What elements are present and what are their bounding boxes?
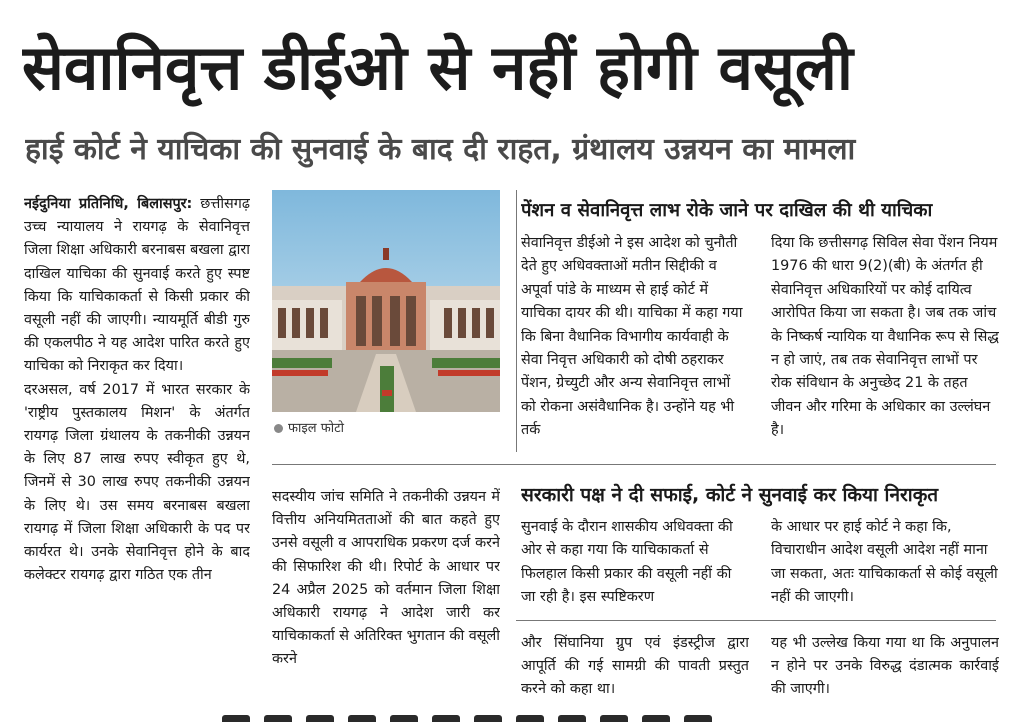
headline: सेवानिवृत्त डीईओ से नहीं होगी वसूली: [22, 31, 853, 104]
court-building-photo: [272, 190, 500, 412]
byline: नईदुनिया प्रतिनिधि, बिलासपुर:: [24, 196, 193, 212]
subheadline: हाई कोर्ट ने याचिका की सुनवाई के बाद दी राहत, ग्रंथालय उन्नयन का मामला: [25, 132, 856, 167]
next-article-cutoff: [222, 712, 742, 722]
article-paragraph-1: छत्तीसगढ़ उच्च न्यायालय ने रायगढ़ के सेवानिवृत्त जिला शिक्षा अधिकारी बरनाबस बखला द्वारा दाखिल याचिका की सुनवाई करते हुए स्पष्ट किया कि याचिकाकर्ता से किसी प्रकार की वसूली नहीं की जाएगी। न्यायमूर्ति बीडी गुरु की एकलपीठ ने यह आदेश पारित करते हुए याचिका को निराकृत कर दिया।: [24, 196, 250, 375]
article-column-1: [24, 193, 250, 705]
section-heading-2: सरकारी पक्ष ने दी सफाई, कोर्ट ने सुनवाई कर किया निराकृत: [521, 484, 939, 506]
article-paragraph-2: दरअसल, वर्ष 2017 में भारत सरकार के 'राष्ट्रीय पुस्तकालय मिशन' के अंतर्गत रायगढ़ जिला ग्रंथालय के तकनीकी उन्नयन के लिए 87 लाख रुपए स्वीकृत हुए थे, जिनमें से 30 लाख रुपए तकनीकी उन्नयन के लिए थे। उस समय बरनाबस बखला रायगढ़ में जिला शिक्षा अधिकारी के पद पर कार्यरत थे। उनके सेवानिवृत्त होने के बाद कलेक्टर रायगढ़ द्वारा गठित एक तीन: [24, 381, 250, 584]
continuation-column-1: और सिंघानिया ग्रुप एवं इंडस्ट्रीज द्वारा आपूर्ति की गई सामग्री की पावती प्रस्तुत करने को कहा था।: [521, 635, 749, 698]
bullet-icon: [274, 424, 283, 433]
section-divider-middle: [272, 464, 996, 465]
section-heading-1: पेंशन व सेवानिवृत्त लाभ रोके जाने पर दाखिल की थी याचिका: [521, 200, 933, 221]
section1-column-2: दिया कि छत्तीसगढ़ सिविल सेवा पेंशन नियम 1976 की धारा 9(2)(बी) के अंतर्गत ही सेवानिवृत्त अधिकारियों पर कोई दायित्व आरोपित किया जा सकता है। जब तक जांच के निष्कर्ष न्यायिक या वैधानिक रूप से सिद्ध न हो जाएं, तब तक सेवानिवृत्त लाभों पर रोक संविधान के अनुच्छेद 21 के तहत जीवन और गरिमा के अधिकार का उल्लंघन है।: [771, 235, 999, 439]
photo-caption: फाइल फोटो: [274, 418, 474, 440]
section-divider-bottom: [516, 620, 996, 621]
section1-column-1: सेवानिवृत्त डीईओ ने इस आदेश को चुनौती देते हुए अधिवक्ताओं मतीन सिद्दीकी व अपूर्वा पांडे के माध्यम से हाई कोर्ट में याचिका दायर की थी। याचिका में कहा गया कि बिना वैधानिक विभागीय कार्यवाही के सेवा निवृत्त अधिकारी को दोषी ठहराकर पेंशन, ग्रेच्युटी और अन्य सेवानिवृत्त लाभों को रोकना असंवैधानिक है। उन्होंने यह भी तर्क: [521, 235, 743, 439]
article-column-2: सदस्यीय जांच समिति ने तकनीकी उन्नयन में वित्तीय अनियमितताओं की बात कहते हुए उनसे वसूली व आपराधिक प्रकरण दर्ज करने की सिफारिश की थी। रिपोर्ट के आधार पर 24 अप्रैल 2025 को वर्तमान जिला शिक्षा अधिकारी रायगढ़ ने आदेश जारी कर याचिकाकर्ता से अतिरिक्त भुगतान की वसूली करने: [272, 489, 500, 668]
section2-column-1: सुनवाई के दौरान शासकीय अधिवक्ता की ओर से कहा गया कि याचिकाकर्ता से फिलहाल किसी प्रकार की वसूली नहीं की जा रही है। इस स्पष्टिकरण: [521, 519, 733, 606]
continuation-column-2: यह भी उल्लेख किया गया था कि अनुपालन न होने पर उनके विरुद्ध दंडात्मक कार्रवाई की जाएगी।: [771, 635, 999, 698]
section-divider-top: [516, 190, 517, 452]
section2-column-2: के आधार पर हाई कोर्ट ने कहा कि, विचाराधीन आदेश वसूली आदेश नहीं माना जा सकता, अतः याचिकाकर्ता से कोई वसूली नहीं की जाएगी।: [771, 519, 998, 606]
